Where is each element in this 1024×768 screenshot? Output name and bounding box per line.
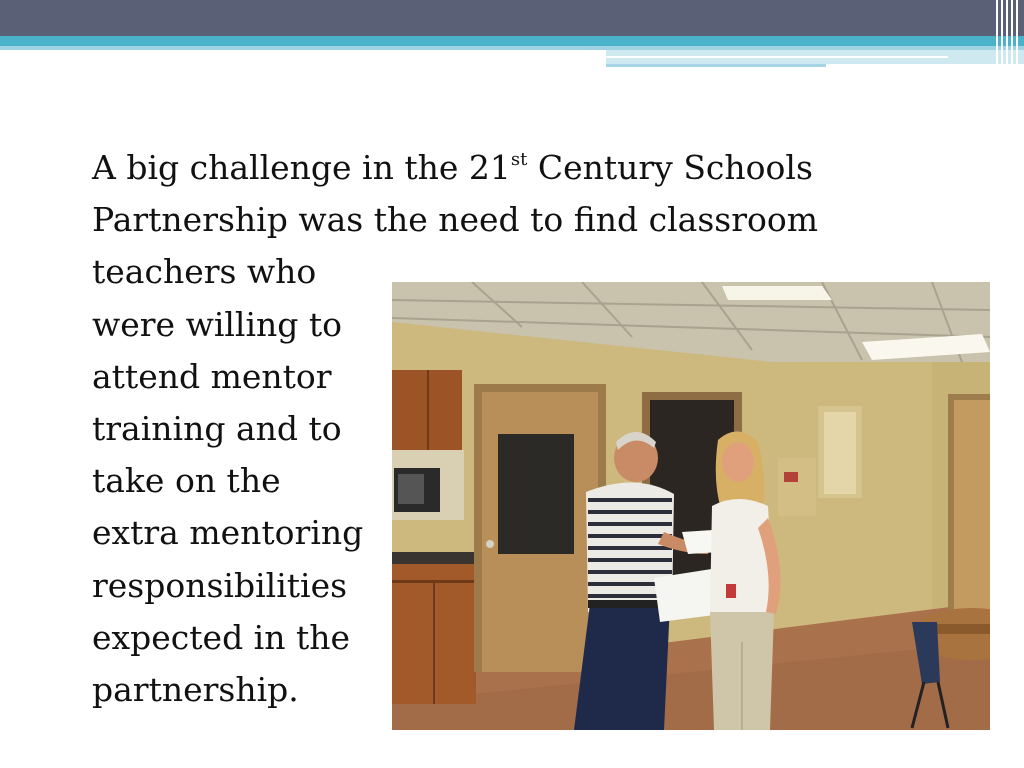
header-accent-band (0, 36, 1024, 46)
header-stripe (1001, 0, 1003, 68)
text-line-4: were willing to (92, 304, 343, 344)
text-line-9: responsibilities (92, 565, 348, 605)
header-accent-line (606, 56, 948, 58)
header-stripe (1011, 0, 1013, 68)
text-line-7: take on the (92, 461, 281, 501)
classroom-photo (392, 282, 990, 730)
header-stripe (1006, 0, 1008, 68)
text-line-6: training and to (92, 409, 342, 449)
text-line-10: expected in the (92, 617, 351, 657)
header-stripe (1016, 0, 1018, 68)
header-dark-bar (0, 0, 1024, 36)
header-accent-line (606, 64, 826, 67)
header-stripe (996, 0, 998, 68)
text-line-1: A big challenge in the 21st Century Schools (92, 148, 813, 187)
text-line-8: extra mentoring (92, 513, 364, 553)
text-line-3: teachers who (92, 252, 317, 292)
text-line-11: partnership. (92, 670, 299, 710)
text-line-5: attend mentor (92, 356, 332, 396)
text-line-2: Partnership was the need to find classroom (92, 200, 819, 240)
classroom-photo-illustration (392, 282, 990, 730)
